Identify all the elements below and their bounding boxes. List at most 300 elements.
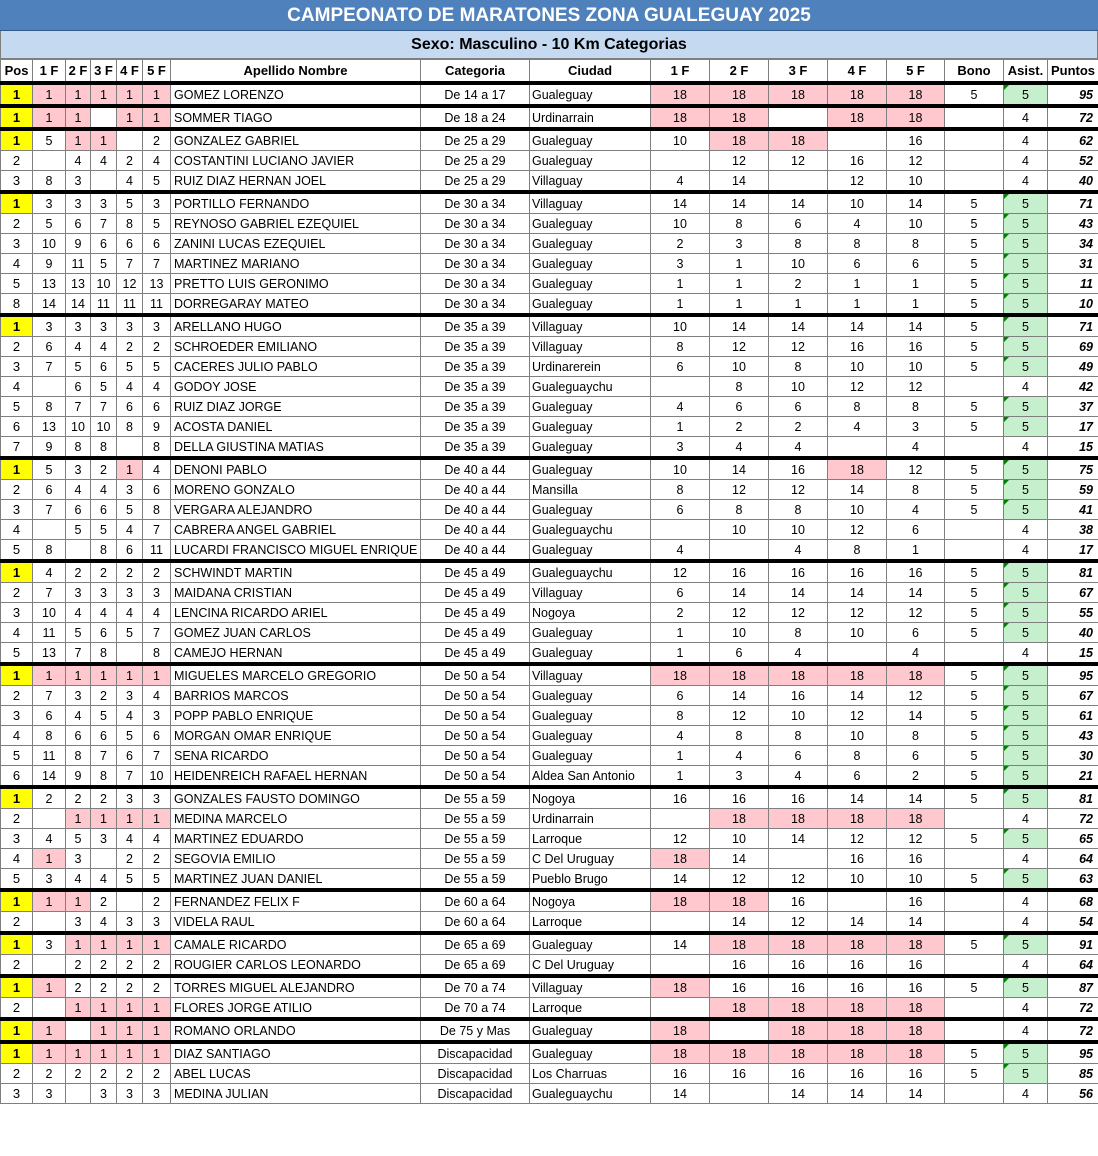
city-cell: Villaguay bbox=[530, 976, 651, 998]
place-cell-5: 8 bbox=[143, 437, 171, 459]
points-cell-5: 8 bbox=[887, 480, 945, 500]
place-cell-2: 4 bbox=[66, 337, 91, 357]
attendance-cell: 5 bbox=[1004, 83, 1048, 106]
runner-name-cell: MAIDANA CRISTIAN bbox=[171, 583, 421, 603]
attendance-cell: 4 bbox=[1004, 377, 1048, 397]
points-cell-1: 1 bbox=[651, 746, 710, 766]
city-cell: Villaguay bbox=[530, 664, 651, 686]
place-cell-4: 5 bbox=[117, 869, 143, 891]
place-cell-5: 2 bbox=[143, 1064, 171, 1084]
points-cell-3: 18 bbox=[769, 129, 828, 151]
attendance-cell: 4 bbox=[1004, 890, 1048, 912]
header-place-2: 2 F bbox=[66, 60, 91, 84]
category-cell: De 18 a 24 bbox=[421, 106, 530, 129]
points-cell-5: 10 bbox=[887, 869, 945, 891]
points-cell-4: 16 bbox=[828, 849, 887, 869]
city-cell: Urdinarrain bbox=[530, 809, 651, 829]
total-points-cell: 41 bbox=[1048, 500, 1098, 520]
bono-cell: 5 bbox=[945, 561, 1004, 583]
total-points-cell: 11 bbox=[1048, 274, 1098, 294]
place-cell-1: 6 bbox=[33, 337, 66, 357]
place-cell-1: 8 bbox=[33, 171, 66, 193]
points-cell-3: 18 bbox=[769, 998, 828, 1020]
table-row bbox=[1, 664, 1098, 686]
sheet-subtitle: Sexo: Masculino - 10 Km Categorias bbox=[0, 31, 1098, 59]
position-cell: 4 bbox=[1, 520, 33, 540]
table-row bbox=[1, 377, 1098, 397]
runner-name-cell: COSTANTINI LUCIANO JAVIER bbox=[171, 151, 421, 171]
category-cell: De 45 a 49 bbox=[421, 561, 530, 583]
place-cell-2: 11 bbox=[66, 254, 91, 274]
attendance-cell: 5 bbox=[1004, 829, 1048, 849]
header-city: Ciudad bbox=[530, 60, 651, 84]
place-cell-1: 4 bbox=[33, 829, 66, 849]
place-cell-1: 6 bbox=[33, 480, 66, 500]
place-cell-1: 1 bbox=[33, 83, 66, 106]
place-cell-5: 3 bbox=[143, 315, 171, 337]
place-cell-3: 6 bbox=[91, 234, 117, 254]
place-cell-2: 1 bbox=[66, 998, 91, 1020]
runner-name-cell: GOMEZ JUAN CARLOS bbox=[171, 623, 421, 643]
position-cell: 3 bbox=[1, 500, 33, 520]
place-cell-3: 10 bbox=[91, 274, 117, 294]
points-cell-1: 10 bbox=[651, 458, 710, 480]
category-cell: De 40 a 44 bbox=[421, 480, 530, 500]
place-cell-1: 8 bbox=[33, 397, 66, 417]
place-cell-3: 7 bbox=[91, 746, 117, 766]
attendance-cell: 5 bbox=[1004, 1064, 1048, 1084]
points-cell-5: 3 bbox=[887, 417, 945, 437]
points-cell-4: 18 bbox=[828, 83, 887, 106]
place-cell-1: 10 bbox=[33, 603, 66, 623]
place-cell-2: 2 bbox=[66, 955, 91, 977]
place-cell-4 bbox=[117, 437, 143, 459]
points-cell-2: 3 bbox=[710, 234, 769, 254]
total-points-cell: 65 bbox=[1048, 829, 1098, 849]
points-cell-2: 18 bbox=[710, 998, 769, 1020]
place-cell-2: 10 bbox=[66, 417, 91, 437]
total-points-cell: 56 bbox=[1048, 1084, 1098, 1104]
place-cell-2: 3 bbox=[66, 686, 91, 706]
position-cell: 1 bbox=[1, 458, 33, 480]
points-cell-2: 14 bbox=[710, 912, 769, 934]
points-cell-1: 18 bbox=[651, 106, 710, 129]
position-cell: 2 bbox=[1, 998, 33, 1020]
points-cell-4: 18 bbox=[828, 998, 887, 1020]
runner-name-cell: VIDELA RAUL bbox=[171, 912, 421, 934]
points-cell-3: 18 bbox=[769, 664, 828, 686]
place-cell-2: 9 bbox=[66, 234, 91, 254]
place-cell-5: 11 bbox=[143, 540, 171, 562]
category-cell: De 30 a 34 bbox=[421, 254, 530, 274]
table-row bbox=[1, 603, 1098, 623]
place-cell-1: 14 bbox=[33, 766, 66, 788]
points-cell-3: 14 bbox=[769, 315, 828, 337]
bono-cell bbox=[945, 540, 1004, 562]
place-cell-2: 1 bbox=[66, 1042, 91, 1064]
attendance-cell: 4 bbox=[1004, 643, 1048, 665]
runner-name-cell: SENA RICARDO bbox=[171, 746, 421, 766]
points-cell-4: 14 bbox=[828, 1084, 887, 1104]
table-row bbox=[1, 583, 1098, 603]
header-pos: Pos bbox=[1, 60, 33, 84]
points-cell-2: 1 bbox=[710, 294, 769, 316]
city-cell: Gualeguay bbox=[530, 933, 651, 955]
points-cell-1: 1 bbox=[651, 274, 710, 294]
points-cell-1: 6 bbox=[651, 357, 710, 377]
place-cell-4: 5 bbox=[117, 623, 143, 643]
runner-name-cell: GOMEZ LORENZO bbox=[171, 83, 421, 106]
points-cell-2: 14 bbox=[710, 686, 769, 706]
position-cell: 1 bbox=[1, 1019, 33, 1042]
points-cell-2: 10 bbox=[710, 357, 769, 377]
points-cell-1: 18 bbox=[651, 664, 710, 686]
points-cell-4: 8 bbox=[828, 746, 887, 766]
city-cell: Gualeguaychu bbox=[530, 520, 651, 540]
points-cell-3: 16 bbox=[769, 787, 828, 809]
place-cell-1: 9 bbox=[33, 437, 66, 459]
runner-name-cell: GODOY JOSE bbox=[171, 377, 421, 397]
table-row bbox=[1, 480, 1098, 500]
place-cell-1: 1 bbox=[33, 106, 66, 129]
points-cell-1: 6 bbox=[651, 686, 710, 706]
runner-name-cell: FERNANDEZ FELIX F bbox=[171, 890, 421, 912]
place-cell-4: 1 bbox=[117, 1019, 143, 1042]
place-cell-4: 2 bbox=[117, 1064, 143, 1084]
points-cell-2: 18 bbox=[710, 106, 769, 129]
total-points-cell: 21 bbox=[1048, 766, 1098, 788]
place-cell-2: 14 bbox=[66, 294, 91, 316]
place-cell-3: 4 bbox=[91, 337, 117, 357]
runner-name-cell: GONZALEZ GABRIEL bbox=[171, 129, 421, 151]
total-points-cell: 38 bbox=[1048, 520, 1098, 540]
points-cell-4: 16 bbox=[828, 955, 887, 977]
points-cell-1: 2 bbox=[651, 603, 710, 623]
place-cell-3: 10 bbox=[91, 417, 117, 437]
runner-name-cell: MEDINA MARCELO bbox=[171, 809, 421, 829]
place-cell-1: 1 bbox=[33, 976, 66, 998]
total-points-cell: 15 bbox=[1048, 643, 1098, 665]
city-cell: Larroque bbox=[530, 829, 651, 849]
table-row bbox=[1, 643, 1098, 665]
points-cell-5: 14 bbox=[887, 583, 945, 603]
place-cell-5: 5 bbox=[143, 171, 171, 193]
points-cell-3: 8 bbox=[769, 357, 828, 377]
total-points-cell: 43 bbox=[1048, 726, 1098, 746]
table-row bbox=[1, 274, 1098, 294]
place-cell-1: 1 bbox=[33, 849, 66, 869]
place-cell-5: 7 bbox=[143, 623, 171, 643]
place-cell-2: 3 bbox=[66, 192, 91, 214]
points-cell-5: 8 bbox=[887, 234, 945, 254]
attendance-cell: 4 bbox=[1004, 106, 1048, 129]
points-cell-2: 18 bbox=[710, 809, 769, 829]
points-cell-1: 3 bbox=[651, 437, 710, 459]
category-cell: De 60 a 64 bbox=[421, 890, 530, 912]
points-cell-2: 12 bbox=[710, 869, 769, 891]
position-cell: 1 bbox=[1, 1042, 33, 1064]
city-cell: Gualeguay bbox=[530, 540, 651, 562]
place-cell-4: 1 bbox=[117, 106, 143, 129]
place-cell-4: 3 bbox=[117, 912, 143, 934]
place-cell-1 bbox=[33, 809, 66, 829]
table-row bbox=[1, 397, 1098, 417]
place-cell-1: 9 bbox=[33, 254, 66, 274]
position-cell: 5 bbox=[1, 540, 33, 562]
place-cell-5: 1 bbox=[143, 933, 171, 955]
points-cell-3: 10 bbox=[769, 377, 828, 397]
place-cell-5: 2 bbox=[143, 955, 171, 977]
place-cell-2: 3 bbox=[66, 458, 91, 480]
position-cell: 2 bbox=[1, 955, 33, 977]
city-cell: Gualeguay bbox=[530, 234, 651, 254]
place-cell-4: 7 bbox=[117, 766, 143, 788]
bono-cell bbox=[945, 912, 1004, 934]
points-cell-4: 18 bbox=[828, 1019, 887, 1042]
points-cell-3: 4 bbox=[769, 540, 828, 562]
category-cell: De 30 a 34 bbox=[421, 274, 530, 294]
city-cell: Gualeguay bbox=[530, 274, 651, 294]
place-cell-1: 3 bbox=[33, 869, 66, 891]
city-cell: Nogoya bbox=[530, 787, 651, 809]
table-row bbox=[1, 976, 1098, 998]
place-cell-1: 8 bbox=[33, 726, 66, 746]
city-cell: Gualeguay bbox=[530, 746, 651, 766]
points-cell-3 bbox=[769, 106, 828, 129]
place-cell-4: 5 bbox=[117, 357, 143, 377]
points-cell-1: 10 bbox=[651, 315, 710, 337]
points-cell-1 bbox=[651, 809, 710, 829]
place-cell-3: 1 bbox=[91, 1019, 117, 1042]
place-cell-2: 3 bbox=[66, 171, 91, 193]
points-cell-3: 2 bbox=[769, 417, 828, 437]
city-cell: Villaguay bbox=[530, 583, 651, 603]
category-cell: De 70 a 74 bbox=[421, 976, 530, 998]
points-cell-3: 12 bbox=[769, 869, 828, 891]
position-cell: 4 bbox=[1, 623, 33, 643]
position-cell: 2 bbox=[1, 583, 33, 603]
attendance-cell: 5 bbox=[1004, 746, 1048, 766]
attendance-cell: 5 bbox=[1004, 706, 1048, 726]
place-cell-5: 3 bbox=[143, 192, 171, 214]
bono-cell bbox=[945, 437, 1004, 459]
place-cell-5: 4 bbox=[143, 686, 171, 706]
place-cell-1: 4 bbox=[33, 561, 66, 583]
city-cell: Gualeguay bbox=[530, 83, 651, 106]
points-cell-2: 4 bbox=[710, 746, 769, 766]
bono-cell: 5 bbox=[945, 933, 1004, 955]
place-cell-4: 8 bbox=[117, 214, 143, 234]
place-cell-2: 4 bbox=[66, 706, 91, 726]
place-cell-3: 1 bbox=[91, 998, 117, 1020]
category-cell: De 60 a 64 bbox=[421, 912, 530, 934]
points-cell-2: 18 bbox=[710, 83, 769, 106]
position-cell: 5 bbox=[1, 643, 33, 665]
place-cell-5: 1 bbox=[143, 83, 171, 106]
points-cell-1: 2 bbox=[651, 234, 710, 254]
bono-cell: 5 bbox=[945, 357, 1004, 377]
position-cell: 4 bbox=[1, 849, 33, 869]
place-cell-5: 13 bbox=[143, 274, 171, 294]
place-cell-3: 4 bbox=[91, 480, 117, 500]
place-cell-5: 1 bbox=[143, 1019, 171, 1042]
place-cell-3: 5 bbox=[91, 706, 117, 726]
place-cell-4: 1 bbox=[117, 1042, 143, 1064]
place-cell-4: 4 bbox=[117, 603, 143, 623]
points-cell-5: 1 bbox=[887, 274, 945, 294]
total-points-cell: 34 bbox=[1048, 234, 1098, 254]
attendance-cell: 4 bbox=[1004, 809, 1048, 829]
points-cell-1: 1 bbox=[651, 623, 710, 643]
place-cell-4: 6 bbox=[117, 234, 143, 254]
points-cell-5: 12 bbox=[887, 458, 945, 480]
total-points-cell: 95 bbox=[1048, 664, 1098, 686]
total-points-cell: 81 bbox=[1048, 561, 1098, 583]
points-cell-4: 18 bbox=[828, 1042, 887, 1064]
attendance-cell: 5 bbox=[1004, 603, 1048, 623]
place-cell-1: 7 bbox=[33, 357, 66, 377]
points-cell-5: 4 bbox=[887, 437, 945, 459]
points-cell-5: 16 bbox=[887, 955, 945, 977]
place-cell-1: 11 bbox=[33, 623, 66, 643]
place-cell-4: 4 bbox=[117, 171, 143, 193]
points-cell-4: 4 bbox=[828, 214, 887, 234]
points-cell-1: 8 bbox=[651, 480, 710, 500]
points-cell-1 bbox=[651, 151, 710, 171]
points-cell-1: 18 bbox=[651, 83, 710, 106]
table-row bbox=[1, 151, 1098, 171]
place-cell-3: 8 bbox=[91, 540, 117, 562]
bono-cell: 5 bbox=[945, 337, 1004, 357]
place-cell-3: 4 bbox=[91, 151, 117, 171]
place-cell-1 bbox=[33, 377, 66, 397]
place-cell-2: 3 bbox=[66, 849, 91, 869]
category-cell: De 50 a 54 bbox=[421, 706, 530, 726]
position-cell: 2 bbox=[1, 809, 33, 829]
runner-name-cell: BARRIOS MARCOS bbox=[171, 686, 421, 706]
place-cell-3: 11 bbox=[91, 294, 117, 316]
bono-cell: 5 bbox=[945, 623, 1004, 643]
total-points-cell: 75 bbox=[1048, 458, 1098, 480]
bono-cell bbox=[945, 809, 1004, 829]
points-cell-3: 12 bbox=[769, 912, 828, 934]
place-cell-4: 1 bbox=[117, 998, 143, 1020]
place-cell-4: 6 bbox=[117, 746, 143, 766]
category-cell: De 55 a 59 bbox=[421, 829, 530, 849]
points-cell-1: 4 bbox=[651, 726, 710, 746]
position-cell: 2 bbox=[1, 480, 33, 500]
points-cell-5: 12 bbox=[887, 377, 945, 397]
points-cell-1: 4 bbox=[651, 397, 710, 417]
place-cell-4: 12 bbox=[117, 274, 143, 294]
points-cell-5: 6 bbox=[887, 623, 945, 643]
total-points-cell: 71 bbox=[1048, 192, 1098, 214]
total-points-cell: 63 bbox=[1048, 869, 1098, 891]
category-cell: De 50 a 54 bbox=[421, 766, 530, 788]
points-cell-5: 6 bbox=[887, 254, 945, 274]
runner-name-cell: DORREGARAY MATEO bbox=[171, 294, 421, 316]
table-row bbox=[1, 623, 1098, 643]
points-cell-3: 12 bbox=[769, 480, 828, 500]
table-row bbox=[1, 294, 1098, 316]
attendance-cell: 4 bbox=[1004, 520, 1048, 540]
points-cell-2: 14 bbox=[710, 458, 769, 480]
total-points-cell: 64 bbox=[1048, 955, 1098, 977]
position-cell: 1 bbox=[1, 933, 33, 955]
category-cell: De 45 a 49 bbox=[421, 643, 530, 665]
table-row bbox=[1, 809, 1098, 829]
points-cell-2: 1 bbox=[710, 274, 769, 294]
place-cell-2: 3 bbox=[66, 912, 91, 934]
points-cell-5: 6 bbox=[887, 520, 945, 540]
points-cell-3: 16 bbox=[769, 561, 828, 583]
points-cell-5: 18 bbox=[887, 1042, 945, 1064]
attendance-cell: 5 bbox=[1004, 357, 1048, 377]
place-cell-2: 5 bbox=[66, 623, 91, 643]
city-cell: Gualeguay bbox=[530, 417, 651, 437]
position-cell: 1 bbox=[1, 129, 33, 151]
attendance-cell: 4 bbox=[1004, 1019, 1048, 1042]
total-points-cell: 87 bbox=[1048, 976, 1098, 998]
bono-cell bbox=[945, 890, 1004, 912]
points-cell-3: 18 bbox=[769, 83, 828, 106]
place-cell-1: 3 bbox=[33, 1084, 66, 1104]
points-cell-3: 18 bbox=[769, 1019, 828, 1042]
bono-cell bbox=[945, 1019, 1004, 1042]
total-points-cell: 81 bbox=[1048, 787, 1098, 809]
place-cell-4: 1 bbox=[117, 809, 143, 829]
header-points-2: 2 F bbox=[710, 60, 769, 84]
place-cell-3: 4 bbox=[91, 603, 117, 623]
points-cell-5: 14 bbox=[887, 315, 945, 337]
bono-cell: 5 bbox=[945, 500, 1004, 520]
points-cell-2: 6 bbox=[710, 397, 769, 417]
place-cell-2: 1 bbox=[66, 664, 91, 686]
bono-cell: 5 bbox=[945, 976, 1004, 998]
points-cell-4: 12 bbox=[828, 520, 887, 540]
place-cell-3: 5 bbox=[91, 520, 117, 540]
place-cell-1: 3 bbox=[33, 192, 66, 214]
place-cell-3: 2 bbox=[91, 890, 117, 912]
points-cell-5: 10 bbox=[887, 171, 945, 193]
bono-cell: 5 bbox=[945, 664, 1004, 686]
bono-cell: 5 bbox=[945, 315, 1004, 337]
points-cell-5: 18 bbox=[887, 106, 945, 129]
category-cell: De 50 a 54 bbox=[421, 686, 530, 706]
points-cell-4: 10 bbox=[828, 726, 887, 746]
points-cell-3: 8 bbox=[769, 623, 828, 643]
runner-name-cell: REYNOSO GABRIEL EZEQUIEL bbox=[171, 214, 421, 234]
attendance-cell: 5 bbox=[1004, 397, 1048, 417]
attendance-cell: 5 bbox=[1004, 214, 1048, 234]
place-cell-3: 5 bbox=[91, 254, 117, 274]
place-cell-2: 3 bbox=[66, 583, 91, 603]
category-cell: De 40 a 44 bbox=[421, 458, 530, 480]
attendance-cell: 4 bbox=[1004, 151, 1048, 171]
place-cell-2: 6 bbox=[66, 377, 91, 397]
attendance-cell: 4 bbox=[1004, 437, 1048, 459]
place-cell-3: 1 bbox=[91, 83, 117, 106]
points-cell-3: 14 bbox=[769, 192, 828, 214]
points-cell-4: 1 bbox=[828, 294, 887, 316]
header-asist: Asist. bbox=[1004, 60, 1048, 84]
place-cell-4: 3 bbox=[117, 583, 143, 603]
points-cell-3: 10 bbox=[769, 254, 828, 274]
city-cell: Gualeguay bbox=[530, 623, 651, 643]
place-cell-2 bbox=[66, 540, 91, 562]
attendance-cell: 5 bbox=[1004, 976, 1048, 998]
table-row bbox=[1, 1084, 1098, 1104]
